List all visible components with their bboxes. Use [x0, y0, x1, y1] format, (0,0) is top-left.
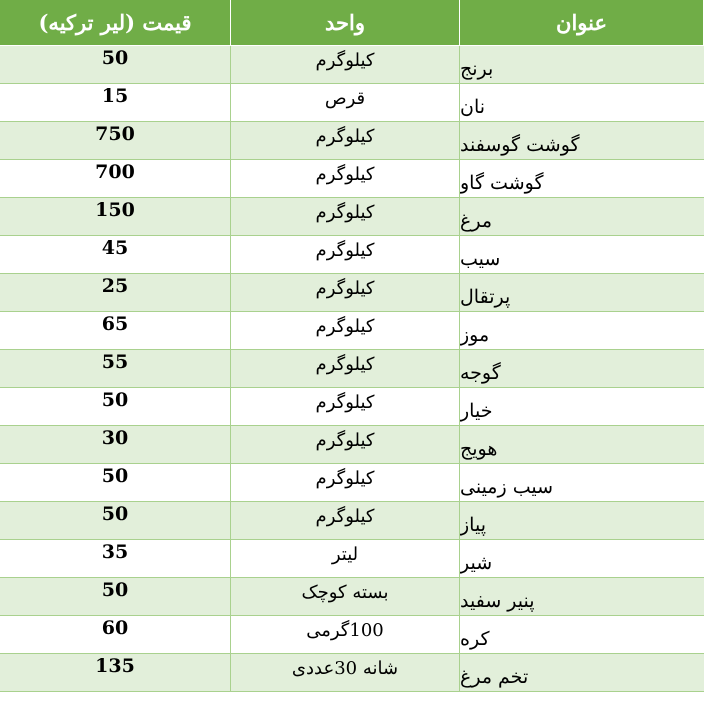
- unit-value: کیلوگرم: [315, 240, 375, 261]
- unit-value: کیلوگرم: [315, 316, 375, 337]
- price-value: 50: [101, 502, 129, 525]
- price-cell: [0, 274, 231, 311]
- title-cell: [460, 616, 704, 653]
- table-body: [0, 46, 704, 692]
- header-title-label: عنوان: [556, 10, 607, 35]
- price-value: 55: [101, 350, 129, 373]
- item-title: گوشت گاو: [460, 171, 544, 194]
- table-row: [0, 46, 704, 84]
- unit-value: کیلوگرم: [315, 506, 375, 527]
- unit-cell: [231, 198, 460, 235]
- price-value: 50: [101, 388, 129, 411]
- price-value: 50: [101, 46, 129, 69]
- table-row: [0, 388, 704, 426]
- unit-cell: [231, 350, 460, 387]
- price-value: 50: [101, 578, 129, 601]
- price-value: 750: [95, 122, 135, 145]
- unit-cell: [231, 616, 460, 653]
- title-cell: [460, 388, 704, 425]
- unit-cell: [231, 160, 460, 197]
- table-row: [0, 616, 704, 654]
- header-unit-cell: [231, 0, 460, 45]
- table-row: [0, 578, 704, 616]
- price-value: 65: [101, 312, 129, 335]
- item-title: برنج: [460, 57, 494, 80]
- unit-value: کیلوگرم: [315, 202, 375, 223]
- price-cell: [0, 46, 231, 83]
- table-row: [0, 122, 704, 160]
- title-cell: [460, 236, 704, 273]
- item-title: پرتقال: [460, 285, 511, 308]
- unit-value: کیلوگرم: [315, 50, 375, 71]
- unit-value: کیلوگرم: [315, 392, 375, 413]
- table-row: [0, 654, 704, 692]
- unit-cell: [231, 46, 460, 83]
- item-title: سیب: [460, 247, 501, 270]
- title-cell: [460, 84, 704, 121]
- price-cell: [0, 122, 231, 159]
- item-title: موز: [460, 323, 490, 346]
- unit-cell: [231, 540, 460, 577]
- unit-value: کیلوگرم: [315, 278, 375, 299]
- title-cell: [460, 46, 704, 83]
- title-cell: [460, 198, 704, 235]
- table-row: [0, 426, 704, 464]
- unit-value: شانه 30عددی: [291, 658, 399, 679]
- price-cell: [0, 578, 231, 615]
- title-cell: [460, 160, 704, 197]
- price-cell: [0, 616, 231, 653]
- price-cell: [0, 312, 231, 349]
- price-cell: [0, 198, 231, 235]
- price-value: 700: [95, 160, 135, 183]
- unit-value: بسته کوچک: [301, 582, 389, 603]
- table-row: [0, 198, 704, 236]
- table-header-row: [0, 0, 704, 46]
- unit-cell: [231, 312, 460, 349]
- price-cell: [0, 426, 231, 463]
- price-cell: [0, 388, 231, 425]
- item-title: پیاز: [460, 513, 486, 536]
- unit-value: کیلوگرم: [315, 430, 375, 451]
- table-row: [0, 502, 704, 540]
- item-title: شیر: [460, 551, 493, 574]
- title-cell: [460, 654, 704, 691]
- title-cell: [460, 578, 704, 615]
- item-title: نان: [460, 95, 486, 118]
- table-row: [0, 350, 704, 388]
- table-row: [0, 464, 704, 502]
- price-cell: [0, 350, 231, 387]
- unit-value: کیلوگرم: [315, 164, 375, 185]
- header-price-cell: [0, 0, 231, 45]
- unit-cell: [231, 426, 460, 463]
- title-cell: [460, 274, 704, 311]
- unit-value: کیلوگرم: [315, 354, 375, 375]
- header-price-label: قیمت (لیر ترکیه): [38, 10, 192, 35]
- price-cell: [0, 654, 231, 691]
- table-row: [0, 540, 704, 578]
- unit-cell: [231, 464, 460, 501]
- price-value: 60: [101, 616, 129, 639]
- item-title: سیب زمینی: [460, 475, 554, 498]
- title-cell: [460, 426, 704, 463]
- unit-cell: [231, 388, 460, 425]
- unit-value: کیلوگرم: [315, 126, 375, 147]
- price-value: 150: [95, 198, 135, 221]
- price-value: 25: [101, 274, 129, 297]
- price-value: 35: [101, 540, 129, 563]
- item-title: کره: [460, 627, 490, 650]
- header-unit-label: واحد: [325, 10, 365, 35]
- price-cell: [0, 160, 231, 197]
- title-cell: [460, 540, 704, 577]
- header-title-cell: [460, 0, 704, 45]
- price-value: 135: [95, 654, 135, 677]
- unit-value: کیلوگرم: [315, 468, 375, 489]
- title-cell: [460, 312, 704, 349]
- price-value: 15: [101, 84, 129, 107]
- title-cell: [460, 502, 704, 539]
- price-cell: [0, 236, 231, 273]
- unit-value: قرص: [324, 88, 366, 109]
- table-row: [0, 312, 704, 350]
- price-cell: [0, 540, 231, 577]
- price-cell: [0, 464, 231, 501]
- unit-cell: [231, 236, 460, 273]
- price-cell: [0, 502, 231, 539]
- title-cell: [460, 350, 704, 387]
- unit-cell: [231, 84, 460, 121]
- price-value: 50: [101, 464, 129, 487]
- title-cell: [460, 122, 704, 159]
- unit-cell: [231, 578, 460, 615]
- item-title: هویج: [460, 437, 498, 460]
- item-title: گوجه: [460, 361, 501, 384]
- unit-cell: [231, 654, 460, 691]
- unit-cell: [231, 502, 460, 539]
- item-title: تخم مرغ: [460, 665, 529, 688]
- item-title: گوشت گوسفند: [460, 133, 580, 156]
- item-title: پنیر سفید: [460, 589, 535, 612]
- table-row: [0, 236, 704, 274]
- unit-value: لیتر: [331, 544, 359, 565]
- unit-cell: [231, 274, 460, 311]
- item-title: خیار: [460, 399, 493, 422]
- price-value: 45: [101, 236, 129, 259]
- table-row: [0, 160, 704, 198]
- item-title: مرغ: [460, 209, 492, 232]
- unit-value: 100گرمی: [306, 620, 384, 641]
- table-row: [0, 84, 704, 122]
- unit-cell: [231, 122, 460, 159]
- title-cell: [460, 464, 704, 501]
- price-value: 30: [101, 426, 129, 449]
- table-row: [0, 274, 704, 312]
- price-cell: [0, 84, 231, 121]
